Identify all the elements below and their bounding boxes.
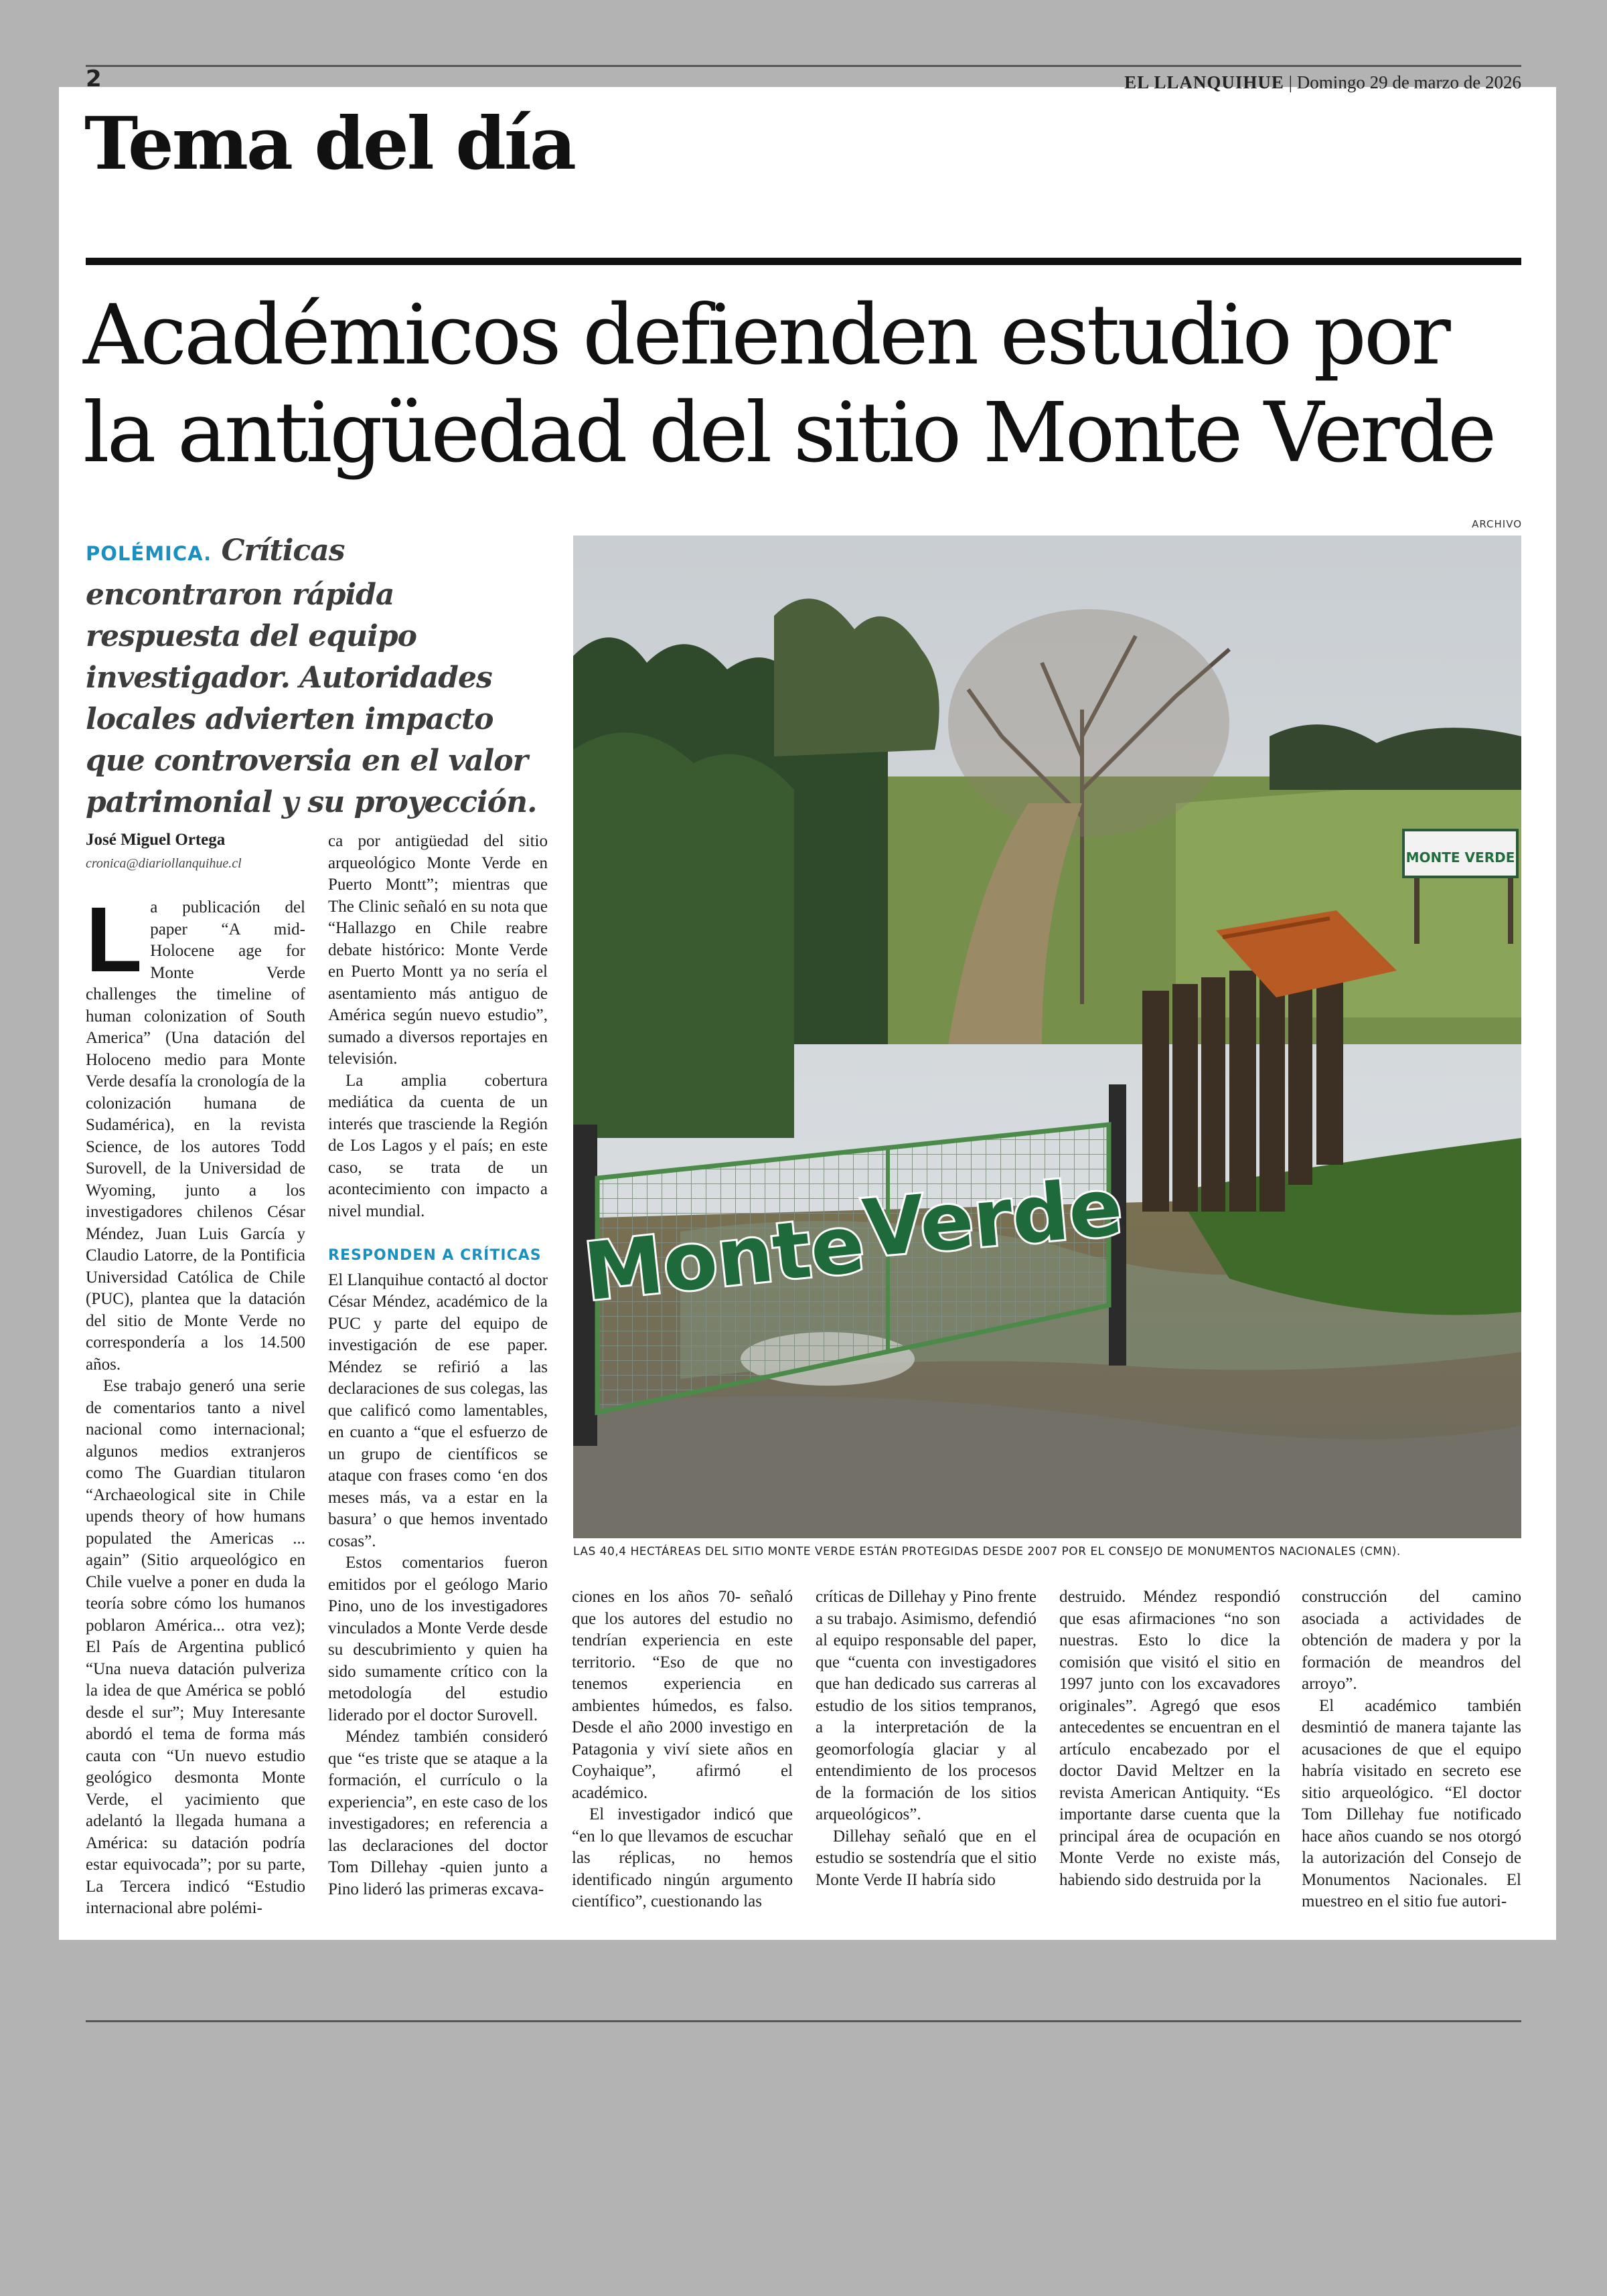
paragraph-6: Estos comentarios fueron emitidos por el geólogo Mario Pino, uno de los investigadores vinculados a Monte Verde desde su descubrimiento y quien ha sido sumamente crítico con la metodología del estudio liderado por el doctor Surovell. <box>328 1554 548 1724</box>
article-column-2 <box>328 831 548 1902</box>
byline-author: José Miguel Ortega <box>86 831 226 849</box>
article-column-4 <box>816 1586 1037 1901</box>
headline-line-2: la antigüedad del sitio Monte Verde <box>83 385 1495 481</box>
byline-email: cronica@diariollanquihue.cl <box>86 856 242 871</box>
lead-text: Críticas encontraron rápida respuesta del equipo investigador. Autoridades locales advierten impacto que controversia en el valor patrimonial y su proyección. <box>86 534 537 819</box>
gate-text-left: Monte <box>580 1197 869 1319</box>
lead-tag: POLÉMICA. <box>86 542 212 565</box>
photo-credit: ARCHIVO <box>1472 518 1522 530</box>
paragraph-3: ca por antigüedad del sitio arqueológico Monte Verde en Puerto Montt”; mientras que The Clinic señaló en su nota que “Hallazgo en Chile reabre debate histórico: Monte Verde en Puerto Montt ya no sería el asentamiento más antiguo de América según nuevo estudio”, sumado a diversos reportajes en televisión. <box>328 832 548 1068</box>
paragraph-8: ciones en los años 70- señaló que los autores del estudio no tendrían experiencia en este territorio. “Eso de que no tenemos experiencia en ambientes húmedos, es falso. Desde el año 2000 investigo en Patagonia y viví siete años en Coyhaique”, afirmó el académico. <box>572 1588 793 1802</box>
headline <box>83 286 1523 482</box>
paragraph-11: Dillehay señaló que en el estudio se sostendría que el sitio Monte Verde II habría sido <box>816 1827 1037 1889</box>
subhead-responden: RESPONDEN A CRÍTICAS <box>328 1247 542 1264</box>
paragraph-2: Ese trabajo generó una serie de comentarios tanto a nivel nacional como internacional; algunos medios extranjeros como The Guardian titularon “Archaeological site in Chile upends theory of how humans populated the Americas ... again” (Sitio arqueológico en Chile vuelve a poner en duda la teoría sobre cómo los humanos poblaron América... otra vez); El País de Argentina publicó “Una nueva datación pulveriza la idea de que América se pobló desde el sur”; Muy Interesante abordó el tema de forma más cauta con “Un nuevo estudio geológico desmonta Monte Verde, el yacimiento que adelantó la llegada humana a América: su datación podría estar equivocada”; por su parte, La Tercera indicó “Estudio internacional abre polémi- <box>86 1377 305 1917</box>
bottom-rule <box>86 2020 1521 2022</box>
photo-caption: LAS 40,4 HECTÁREAS DEL SITIO MONTE VERDE ESTÁN PROTEGIDAS DESDE 2007 POR EL CONSEJO DE MONUMENTOS NACIONALES (CMN). <box>573 1545 1401 1558</box>
monte-verde-gate-photo <box>573 536 1521 1538</box>
paragraph-14: El académico también desmintió de manera tajante las acusaciones de que el equipo habría visitado en secreto ese sitio arqueológico. “El doctor Tom Dillehay fue notificado hace años cuando se nos otorgó la autorización del Consejo de Monumentos Nacionales. El muestreo en el sitio fue autori- <box>1302 1696 1521 1910</box>
paragraph-5: El Llanquihue contactó al doctor César Méndez, académico de la PUC y parte del equipo de investigación de ese paper. Méndez se refirió a las declaraciones de sus colegas, las que calificó como lamentables, en cuanto a “que el esfuerzo de un grupo de científicos se ataque con frases como ‘en dos meses más, va a estar en la basura’ o que hemos inventado cosas”. <box>328 1270 548 1550</box>
page-header <box>1124 72 1521 93</box>
paragraph-1 <box>86 888 305 1376</box>
top-rule <box>86 65 1521 67</box>
issue-date: | Domingo 29 de marzo de 2026 <box>1288 72 1521 92</box>
headline-rule <box>86 258 1521 265</box>
paragraph-10: críticas de Dillehay y Pino frente a su trabajo. Asimismo, defendió al equipo responsable del paper, que “cuenta con investigadores que han dedicado sus carreras al estudio de los sitios tempranos, a la interpretación de la geomorfología glaciar y al entendimiento de los procesos de la formación de los sitios arqueológicos”. <box>816 1588 1037 1823</box>
paragraph-12: destruido. Méndez respondió que esas afirmaciones “no son nuestras. Esto lo dice la comisión que visitó el sitio en 1997 junto con los excavadores originales”. Agregó que esos antecedentes se encuentran en el artículo encabezado por el doctor David Meltzer en la revista American Antiquity. “Es importante darse cuenta que la principal área de ocupación en Monte Verde no existe más, habiendo sido destruida por la <box>1059 1588 1280 1889</box>
sign-text: MONTE VERDE <box>1405 849 1515 866</box>
section-title: Tema del día <box>84 102 575 186</box>
page-number: 2 <box>86 66 102 92</box>
paragraph-7: Méndez también consideró que “es triste que se ataque a la formación, el currículo o la experiencia”, en este caso de los investigadores; en referencia a las declaraciones del doctor Tom Dillehay -quien junto a Pino lideró las primeras excava- <box>328 1728 548 1898</box>
article-column-5 <box>1059 1586 1280 1901</box>
paragraph-13: construcción del camino asociada a actividades de obtención de madera y por la formación de meandros del arroyo”. <box>1302 1588 1521 1693</box>
article-column-3 <box>572 1586 793 1910</box>
gate-text-right: Verde <box>859 1160 1126 1275</box>
lead-paragraph <box>86 530 548 823</box>
paragraph-4: La amplia cobertura mediática da cuenta de un interés que trasciende la Región de Los Lagos y el país; en este caso, se trata de un acontecimiento con impacto a nivel mundial. <box>328 1071 548 1220</box>
headline-line-1: Académicos defienden estudio por <box>83 287 1448 384</box>
dropcap: L <box>86 888 143 991</box>
article-column-1 <box>86 888 305 1917</box>
newspaper-name: EL LLANQUIHUE <box>1124 72 1284 92</box>
paragraph-1-text: a publicación del paper “A mid-Holocene age for Monte Verde challenges the timeline of human colonization of South America” (Una datación del Holoceno medio para Monte Verde desafía la cronología de la colonización humana de Sudamérica), en la revista Science, de los autores Todd Surovell, de la Universidad de Wyoming, junto a los investigadores chilenos César Méndez, Juan Luis García y Claudio Latorre, de la Pontificia Universidad Católica de Chile (PUC), plantea que la datación del sitio de Monte Verde no correspondería a los 14.500 años. <box>86 898 305 1374</box>
article-column-6 <box>1302 1586 1521 1910</box>
paragraph-9: El investigador indicó que “en lo que llevamos de escuchar las réplicas, no hemos identificado ningún argumento científico”, cuestionando las <box>572 1805 793 1910</box>
